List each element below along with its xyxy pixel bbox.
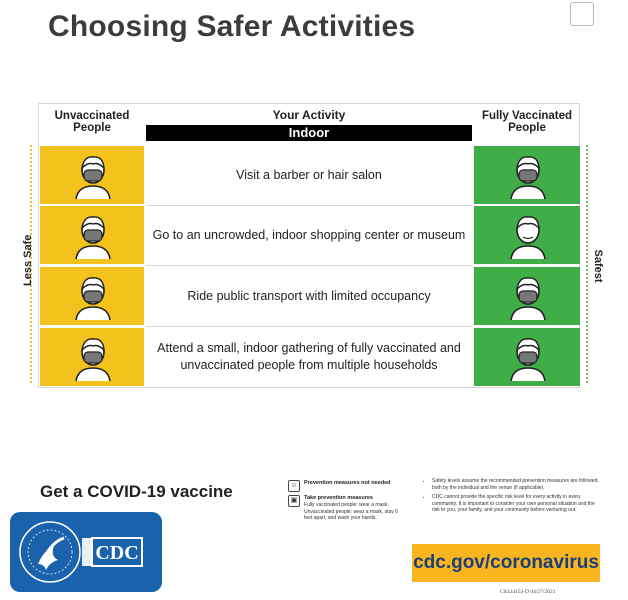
legend [288,480,400,525]
legend-item [288,495,400,522]
legend-title: Take prevention measures [304,495,373,501]
face-mask-icon [68,210,118,260]
cdc-logo-text: CDC [95,542,139,564]
hhs-cdc-logo [10,512,162,592]
face-mask-icon [68,332,118,382]
cdc-url-link[interactable]: cdc.gov/coronavirus [412,544,600,582]
note-item: • Safety levels assume the recommended prevention measures are followed, both by the individual and the venue (if applicable). [432,478,600,491]
unvaccinated-cell [40,146,144,204]
face-mask-icon [68,271,118,321]
legend-title: Prevention measures not needed [304,480,391,486]
hhs-seal-icon [10,512,162,592]
vaccinated-cell [474,267,580,325]
header-vaccinated: Fully Vaccinated People [481,110,573,134]
unvaccinated-cell [40,328,144,386]
unvaccinated-cell [40,267,144,325]
face-mask-icon [503,332,553,382]
document-code: CS324153-D 04/27/2021 [500,589,556,595]
activity-row [40,146,580,204]
activity-text: Visit a barber or hair salon [236,167,382,182]
legend-item [288,480,400,492]
vaccine-cta: Get a COVID-19 vaccine [40,482,233,501]
activity-text: Go to an uncrowded, indoor shopping center or museum [152,227,466,242]
activity-row [40,328,580,386]
vaccinated-cell [474,146,580,204]
notes [424,478,600,517]
activity-text: Attend a small, indoor gathering of fully vaccinated and unvaccinated people from multiple households [157,341,461,372]
activity-row [40,206,580,264]
face-mask-icon: ▣ [288,495,300,507]
note-item: • CDC cannot provide the specific risk level for every activity in every community. It is important to consider your own personal situation and the risk to you, your family, and your community before venturing out. [432,494,600,514]
row-divider [146,265,472,266]
face-mask-icon [68,150,118,200]
face-mask-icon [503,271,553,321]
header-unvaccinated: Unvaccinated People [54,110,130,134]
less-safe-label: Less Safe [22,234,34,286]
safest-label: Safest [592,249,604,283]
face-mask-icon [503,150,553,200]
corner-icon [570,2,594,26]
vaccinated-cell [474,328,580,386]
face-no-mask-icon: ☺ [288,480,300,492]
activity-text: Ride public transport with limited occupancy [187,288,431,303]
vaccinated-cell [474,206,580,264]
header-activity: Your Activity [272,108,346,122]
legend-text: Fully vaccinated people: wear a mask. Unvaccinated people: wear a mask, stay 6 feet apart, and wash your hands. [304,502,398,521]
page-title: Choosing Safer Activities [48,10,416,43]
indoor-label: Indoor [146,125,472,141]
activity-row [40,267,580,325]
row-divider [146,326,472,327]
face-no-mask-icon [503,210,553,260]
unvaccinated-cell [40,206,144,264]
